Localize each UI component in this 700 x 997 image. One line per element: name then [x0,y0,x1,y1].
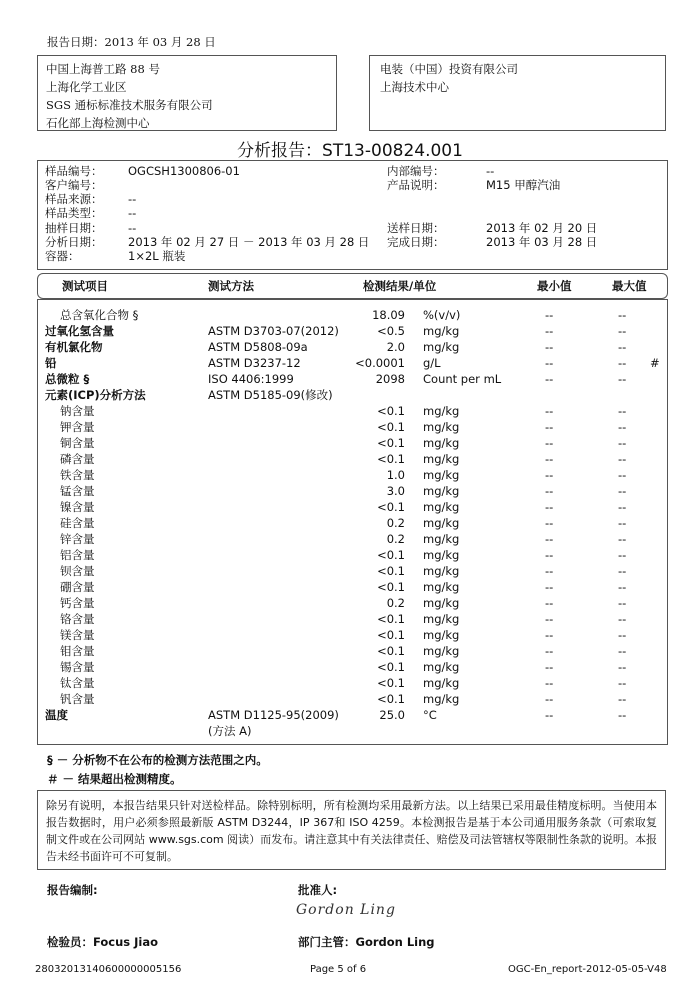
info-label: 完成日期： [387,235,445,249]
cell-unit: mg/kg [423,532,460,546]
info-label: 容器： [45,249,80,263]
cell-max: -- [618,516,627,530]
table-row [45,339,665,355]
cell-result: <0.1 [377,548,405,562]
cell-item: 钛含量 [60,676,95,690]
footer-page-number: Page 5 of 6 [310,964,367,975]
cell-min: -- [545,308,554,322]
cell-min: -- [545,500,554,514]
report-date: 报告日期：2013 年 03 月 28 日 [47,35,216,49]
cell-item: 元素(ICP)分析方法 [45,388,146,402]
cell-method: ASTM D3703-07(2012) [208,324,339,338]
cell-result: <0.1 [377,564,405,578]
cell-min: -- [545,564,554,578]
cell-min: -- [545,452,554,466]
cell-min: -- [545,532,554,546]
cell-max: -- [618,564,627,578]
cell-result: <0.1 [377,500,405,514]
cell-result: <0.1 [377,612,405,626]
cell-max: -- [618,420,627,434]
note-section: § － 分析物不在公布的检测方法范围之内。 [47,753,268,767]
cell-method: ASTM D3237-12 [208,356,301,370]
cell-item: 钙含量 [60,596,95,610]
table-row [45,563,665,579]
cell-unit: mg/kg [423,692,460,706]
cell-unit: mg/kg [423,596,460,610]
table-row [45,307,665,323]
cell-item: 硼含量 [60,580,95,594]
cell-max: -- [618,308,627,322]
cell-min: -- [545,484,554,498]
info-label: 样品来源： [45,192,103,206]
cell-unit: %(v/v) [423,308,461,322]
cell-result: 25.0 [379,708,405,722]
cell-min: -- [545,692,554,706]
cell-min: -- [545,676,554,690]
cell-unit: Count per mL [423,372,502,386]
header-result: 检测结果/单位 [363,279,437,293]
cell-min: -- [545,708,554,722]
cell-method: ISO 4406:1999 [208,372,294,386]
table-row [45,531,665,547]
cell-unit: mg/kg [423,484,460,498]
cell-max: -- [618,468,627,482]
prepared-by-label: 报告编制: [47,883,98,897]
recipient-address-box [369,55,666,131]
cell-item: 钒含量 [60,692,95,706]
cell-item: 钾含量 [60,420,95,434]
cell-unit: g/L [423,356,441,370]
cell-min: -- [545,436,554,450]
info-value: M15 甲醇汽油 [486,178,561,192]
note-hash: ＃ － 结果超出检测精度。 [47,772,182,786]
table-row [45,483,665,499]
cell-unit: mg/kg [423,340,460,354]
cell-item: 总微粒 § [45,372,90,386]
cell-result: <0.1 [377,644,405,658]
cell-item: 镍含量 [60,500,95,514]
cell-max: -- [618,612,627,626]
cell-max: -- [618,484,627,498]
signature: Gordon Ling [296,902,396,918]
cell-item: 铅 [45,356,57,370]
cell-result: 3.0 [386,484,405,498]
info-label: 样品类型： [45,206,103,220]
cell-method: ASTM D5808-09a [208,340,308,354]
cell-result: 18.09 [372,308,405,322]
cell-result: <0.1 [377,580,405,594]
cell-method: ASTM D5185-09(修改) [208,388,333,402]
cell-result: <0.1 [377,436,405,450]
table-row [45,451,665,467]
table-row [45,579,665,595]
cell-flag: # [650,356,660,370]
cell-max: -- [618,340,627,354]
cell-min: -- [545,612,554,626]
cell-unit: mg/kg [423,500,460,514]
info-value: -- [128,192,137,206]
cell-unit: mg/kg [423,420,460,434]
cell-max: -- [618,500,627,514]
cell-result: 1.0 [386,468,405,482]
cell-item: 磷含量 [60,452,95,466]
cell-min: -- [545,420,554,434]
table-row [45,691,665,707]
cell-item: 锰含量 [60,484,95,498]
info-label: 分析日期： [45,235,103,249]
cell-max: -- [618,532,627,546]
cell-item: 钼含量 [60,644,95,658]
cell-min: -- [545,596,554,610]
table-row [45,643,665,659]
cell-unit: mg/kg [423,516,460,530]
table-row [45,467,665,483]
cell-min: -- [545,548,554,562]
sender-address-box [37,55,337,131]
cell-max: -- [618,372,627,386]
cell-unit: mg/kg [423,324,460,338]
cell-max: -- [618,580,627,594]
header-item: 测试项目 [62,279,108,293]
cell-result: 2.0 [386,340,405,354]
header-max: 最大值 [612,279,647,293]
cell-min: -- [545,628,554,642]
info-label: 产品说明： [387,178,445,192]
cell-max: -- [618,644,627,658]
table-row [45,659,665,675]
header-method: 测试方法 [208,279,254,293]
cell-unit: mg/kg [423,580,460,594]
table-row [45,355,665,371]
cell-result: <0.1 [377,404,405,418]
cell-max: -- [618,596,627,610]
table-row [45,627,665,643]
table-row [45,387,665,403]
header-min: 最小值 [537,279,572,293]
cell-max: -- [618,708,627,722]
cell-item: 锌含量 [60,532,95,546]
cell-result: 0.2 [386,596,405,610]
table-row [45,323,665,339]
footer-doc-number: 28032013140600000005156 [35,964,182,975]
cell-min: -- [545,356,554,370]
cell-max: -- [618,404,627,418]
cell-min: -- [545,644,554,658]
info-value: 2013 年 03 月 28 日 [486,235,598,249]
cell-item: 镁含量 [60,628,95,642]
cell-item: 硅含量 [60,516,95,530]
table-row [45,675,665,691]
cell-result: <0.5 [377,324,405,338]
cell-result: <0.1 [377,660,405,674]
info-label: 送样日期： [387,221,445,235]
cell-unit: mg/kg [423,564,460,578]
cell-unit: mg/kg [423,628,460,642]
cell-max: -- [618,324,627,338]
info-value: 1×2L 瓶装 [128,249,186,263]
cell-unit: mg/kg [423,452,460,466]
info-value: 2013 年 02 月 27 日 － 2013 年 03 月 28 日 [128,235,370,249]
cell-unit: mg/kg [423,548,460,562]
table-row [45,547,665,563]
cell-max: -- [618,452,627,466]
address-line: 上海技术中心 [380,80,449,94]
cell-result: <0.1 [377,676,405,690]
table-row [45,419,665,435]
approved-by-label: 批准人: [298,883,338,897]
table-header [45,278,665,294]
cell-min: -- [545,340,554,354]
cell-max: -- [618,660,627,674]
cell-max: -- [618,628,627,642]
disclaimer: 除另有说明，本报告结果只针对送检样品。除特别标明，所有检测均采用最新方法。以上结果已采用最佳精度标明。当使用本报告数据时，用户必须参照最新版 ASTM D3244，IP 367和 ISO 4259。本检测报告是基于本公司通用服务条款（可索取复制文件或在公司网站 www.sgs.com 阅读）而发布。请注意其中有关法律责任、赔偿及司法管辖权等限制性条款的说明。本报告未经书面许可不可复制。 [37,790,666,870]
info-value: -- [128,221,137,235]
cell-unit: mg/kg [423,468,460,482]
inspector: 检验员：Focus Jiao [47,935,159,949]
cell-max: -- [618,548,627,562]
cell-max: -- [618,692,627,706]
cell-unit: mg/kg [423,436,460,450]
method-extra: (方法 A) [208,724,252,738]
cell-item: 温度 [45,708,68,722]
address-line: 中国上海普工路 88 号 [46,62,160,76]
cell-unit: mg/kg [423,404,460,418]
info-value: 2013 年 02 月 20 日 [486,221,598,235]
table-row [45,371,665,387]
table-row [45,515,665,531]
cell-result: <0.1 [377,628,405,642]
info-value: OGCSH1300806-01 [128,164,240,178]
cell-result: <0.1 [377,420,405,434]
cell-min: -- [545,516,554,530]
cell-result: <0.1 [377,692,405,706]
info-label: 抽样日期： [45,221,103,235]
department-manager: 部门主管：Gordon Ling [298,935,435,949]
table-row [45,707,665,723]
cell-item: 铜含量 [60,436,95,450]
cell-item: 总含氧化合物 § [60,308,139,322]
cell-item: 锡含量 [60,660,95,674]
report-title: 分析报告：ST13-00824.001 [237,141,463,161]
cell-result: <0.0001 [355,356,405,370]
table-row [45,611,665,627]
address-line: 上海化学工业区 [46,80,127,94]
cell-item: 铬含量 [60,612,95,626]
address-line: 电装（中国）投资有限公司 [380,62,518,76]
cell-method: ASTM D1125-95(2009) [208,708,339,722]
cell-unit: °C [423,708,437,722]
table-row [45,499,665,515]
address-line: SGS 通标标准技术服务有限公司 [46,98,213,112]
info-label: 样品编号： [45,164,103,178]
info-label: 客户编号： [45,178,103,192]
cell-min: -- [545,324,554,338]
cell-max: -- [618,356,627,370]
cell-result: 0.2 [386,516,405,530]
table-row [45,435,665,451]
cell-min: -- [545,580,554,594]
cell-result: 2098 [375,372,405,386]
cell-min: -- [545,372,554,386]
cell-item: 铝含量 [60,548,95,562]
cell-unit: mg/kg [423,644,460,658]
cell-unit: mg/kg [423,660,460,674]
table-row [45,403,665,419]
footer-template-version: OGC-En_report-2012-05-05-V48 [508,964,667,975]
cell-max: -- [618,436,627,450]
cell-item: 有机氯化物 [45,340,103,354]
cell-item: 钡含量 [60,564,95,578]
cell-min: -- [545,660,554,674]
info-value: -- [128,206,137,220]
cell-max: -- [618,676,627,690]
cell-min: -- [545,468,554,482]
table-row [45,595,665,611]
cell-item: 铁含量 [60,468,95,482]
cell-unit: mg/kg [423,612,460,626]
cell-result: <0.1 [377,452,405,466]
cell-min: -- [545,404,554,418]
cell-result: 0.2 [386,532,405,546]
address-line: 石化部上海检测中心 [46,116,150,130]
info-value: -- [486,164,495,178]
cell-item: 钠含量 [60,404,95,418]
cell-item: 过氧化氢含量 [45,324,114,338]
cell-unit: mg/kg [423,676,460,690]
info-label: 内部编号： [387,164,445,178]
